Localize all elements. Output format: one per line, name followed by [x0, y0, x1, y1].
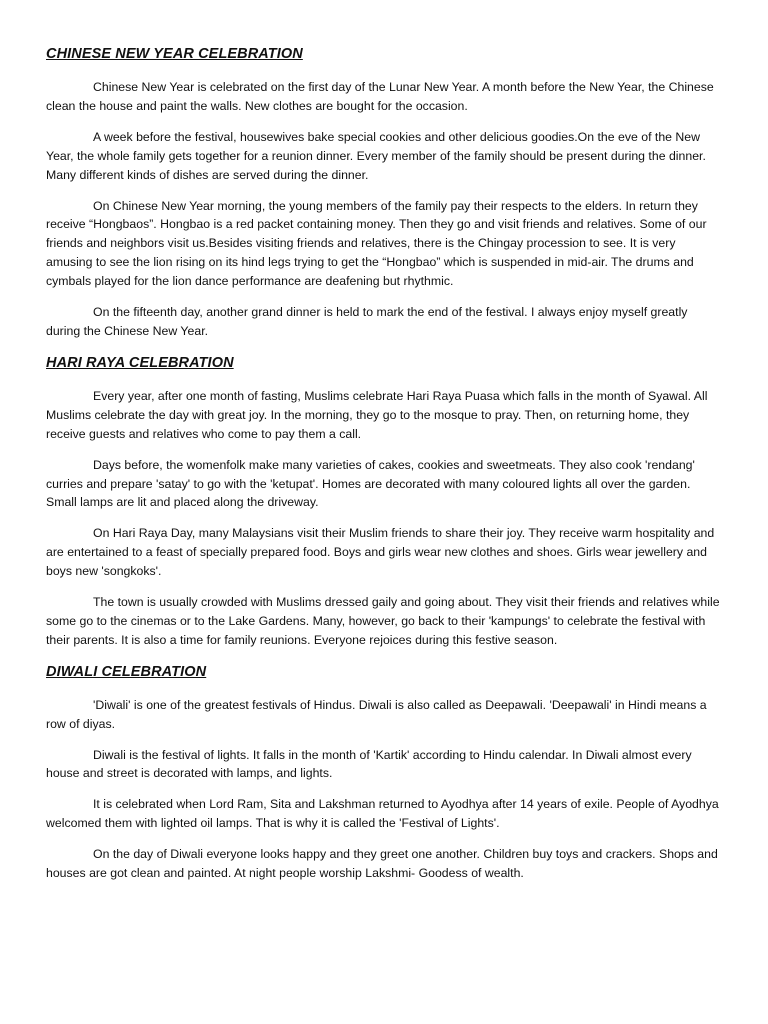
paragraph: On the day of Diwali everyone looks happy and they greet one another. Children buy toys and crackers. Shops and houses are got clean and painted. At night people worship Lakshmi- Goodess of wealth. — [46, 847, 718, 881]
document-page — [46, 44, 722, 895]
section-hari-raya — [46, 353, 722, 650]
paragraph: A week before the festival, housewives bake special cookies and other delicious goodies.On the eve of the New Year, the whole family gets together for a reunion dinner. Every member of the family should be present during the dinner. Many different kinds of dishes are served during the dinner. — [46, 129, 706, 182]
paragraph: Days before, the womenfolk make many varieties of cakes, cookies and sweetmeats. They also cook 'rendang' curries and prepare 'satay' to go with the 'ketupat'. Homes are decorated with many coloured lights all over the garden. Small lamps are lit and placed along the driveway. — [46, 457, 695, 510]
section-heading: CHINESE NEW YEAR CELEBRATION — [46, 46, 303, 62]
paragraph: Diwali is the festival of lights. It falls in the month of 'Kartik' according to Hindu calendar. In Diwali almost every house and street is decorated with lamps, and lights. — [46, 747, 692, 781]
paragraph: The town is usually crowded with Muslims dressed gaily and going about. They visit their friends and relatives while some go to the cinemas or to the Lake Gardens. Many, however, go back to their 'kampungs' to celebrate the festival with their parents. It is also a time for family reunions. Everyone rejoices during this festive season. — [46, 595, 720, 647]
paragraph: Every year, after one month of fasting, Muslims celebrate Hari Raya Puasa which falls in the month of Syawal. All Muslims celebrate the day with great joy. In the morning, they go to the mosque to pray. Then, on returning home, they receive guests and relatives who come to pay them a call. — [46, 388, 708, 441]
paragraph: 'Diwali' is one of the greatest festivals of Hindus. Diwali is also called as Deepawali. 'Deepawali' in Hindi means a row of diyas. — [46, 697, 707, 731]
section-chinese-new-year — [46, 44, 722, 341]
paragraph: Chinese New Year is celebrated on the first day of the Lunar New Year. A month before the New Year, the Chinese clean the house and paint the walls. New clothes are bought for the occasion. — [46, 80, 714, 113]
paragraph: It is celebrated when Lord Ram, Sita and Lakshman returned to Ayodhya after 14 years of exile. People of Ayodhya welcomed them with lighted oil lamps. That is why it is called the 'Festival of Lights'. — [46, 797, 719, 831]
section-diwali — [46, 662, 722, 883]
section-heading: DIWALI CELEBRATION — [46, 663, 207, 680]
paragraph: On Chinese New Year morning, the young members of the family pay their respects to the elders. In return they receive “Hongbaos”. Hongbao is a red packet containing money. Then they go and visit friends and relatives. Some of our friends and neighbors visit us.Besides visiting friends and relatives, there is the Chingay procession to see. It is very amusing to see the lion rising on its hind legs trying to get the “Hongbao” which is suspended in mid-air. The drums and cymbals played for the lion dance performance are deafening but rhythmic. — [46, 198, 707, 289]
paragraph: On Hari Raya Day, many Malaysians visit their Muslim friends to share their joy. They receive warm hospitality and are entertained to a feast of specially prepared food. Boys and girls wear new clothes and shoes. Girls wear jewellery and boys new 'songkoks'. — [46, 526, 715, 579]
paragraph: On the fifteenth day, another grand dinner is held to mark the end of the festival. I always enjoy myself greatly during the Chinese New Year. — [46, 305, 688, 338]
section-heading: HARI RAYA CELEBRATION — [46, 354, 234, 371]
